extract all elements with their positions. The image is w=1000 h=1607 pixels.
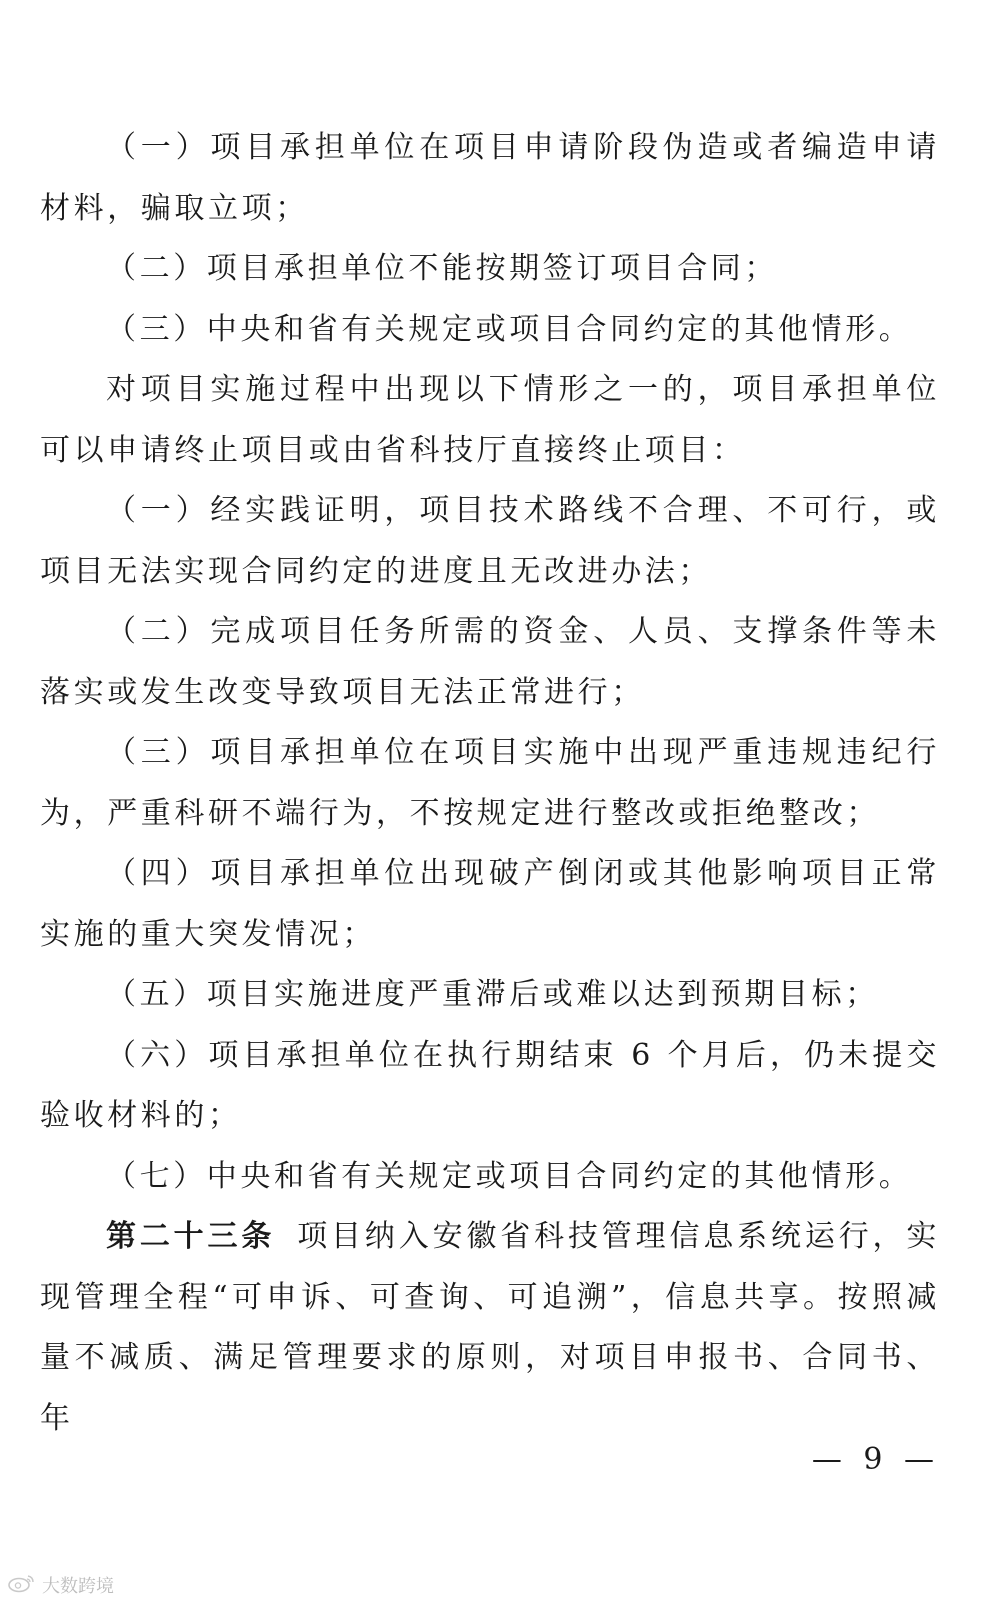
weibo-logo-icon xyxy=(6,1573,36,1598)
paragraph-3 xyxy=(40,300,940,361)
paragraph-text: 对项目实施过程中出现以下情形之一的，项目承担单位可以申请终止项目或由省科技厅直接终止项目： xyxy=(40,372,940,468)
article-heading: 第二十三条 xyxy=(106,1219,276,1254)
paragraph-text: （一）项目承担单位在项目申请阶段伪造或者编造申请材料，骗取立项； xyxy=(40,130,940,226)
paragraph-text: 项目纳入安徽省科技管理信息系统运行，实现管理全程“可申诉、可查询、可追溯”，信息共享。按照减量不减质、满足管理要求的原则，对项目申报书、合同书、年 xyxy=(40,1219,940,1436)
paragraph-5 xyxy=(40,481,940,602)
paragraph-text: （六）项目承担单位在执行期结束 6 个月后，仍未提交验收材料的； xyxy=(40,1037,940,1133)
paragraph-text: （四）项目承担单位出现破产倒闭或其他影响项目正常实施的重大突发情况； xyxy=(40,856,940,952)
paragraph-text: （二）项目承担单位不能按期签订项目合同； xyxy=(106,251,778,286)
paragraph-text: （七）中央和省有关规定或项目合同约定的其他情形。 xyxy=(106,1158,913,1194)
paragraph-8 xyxy=(40,844,940,965)
watermark-text: 大数跨境 xyxy=(42,1576,114,1597)
paragraph-6 xyxy=(40,602,940,723)
paragraph-11 xyxy=(40,1147,940,1208)
paragraph-text: （三）中央和省有关规定或项目合同约定的其他情形。 xyxy=(106,311,913,347)
paragraph-4 xyxy=(40,360,940,481)
paragraph-text: （一）经实践证明，项目技术路线不合理、不可行，或项目无法实现合同约定的进度且无改进办法； xyxy=(40,493,940,589)
paragraph-7 xyxy=(40,723,940,844)
paragraph-text: （三）项目承担单位在项目实施中出现严重违规违纪行为，严重科研不端行为，不按规定进行整改或拒绝整改； xyxy=(40,735,940,831)
paragraph-2 xyxy=(40,239,940,300)
document-body xyxy=(40,118,940,1449)
paragraph-text: （五）项目实施进度严重滞后或难以达到预期目标； xyxy=(106,977,879,1012)
page-number: — 9 — xyxy=(811,1442,940,1477)
paragraph-text: （二）完成项目任务所需的资金、人员、支撑条件等未落实或发生改变导致项目无法正常进行； xyxy=(40,614,940,710)
paragraph-9 xyxy=(40,965,940,1026)
watermark xyxy=(6,1572,114,1598)
paragraph-1 xyxy=(40,118,940,239)
paragraph-12 xyxy=(40,1207,940,1449)
paragraph-10 xyxy=(40,1026,940,1147)
